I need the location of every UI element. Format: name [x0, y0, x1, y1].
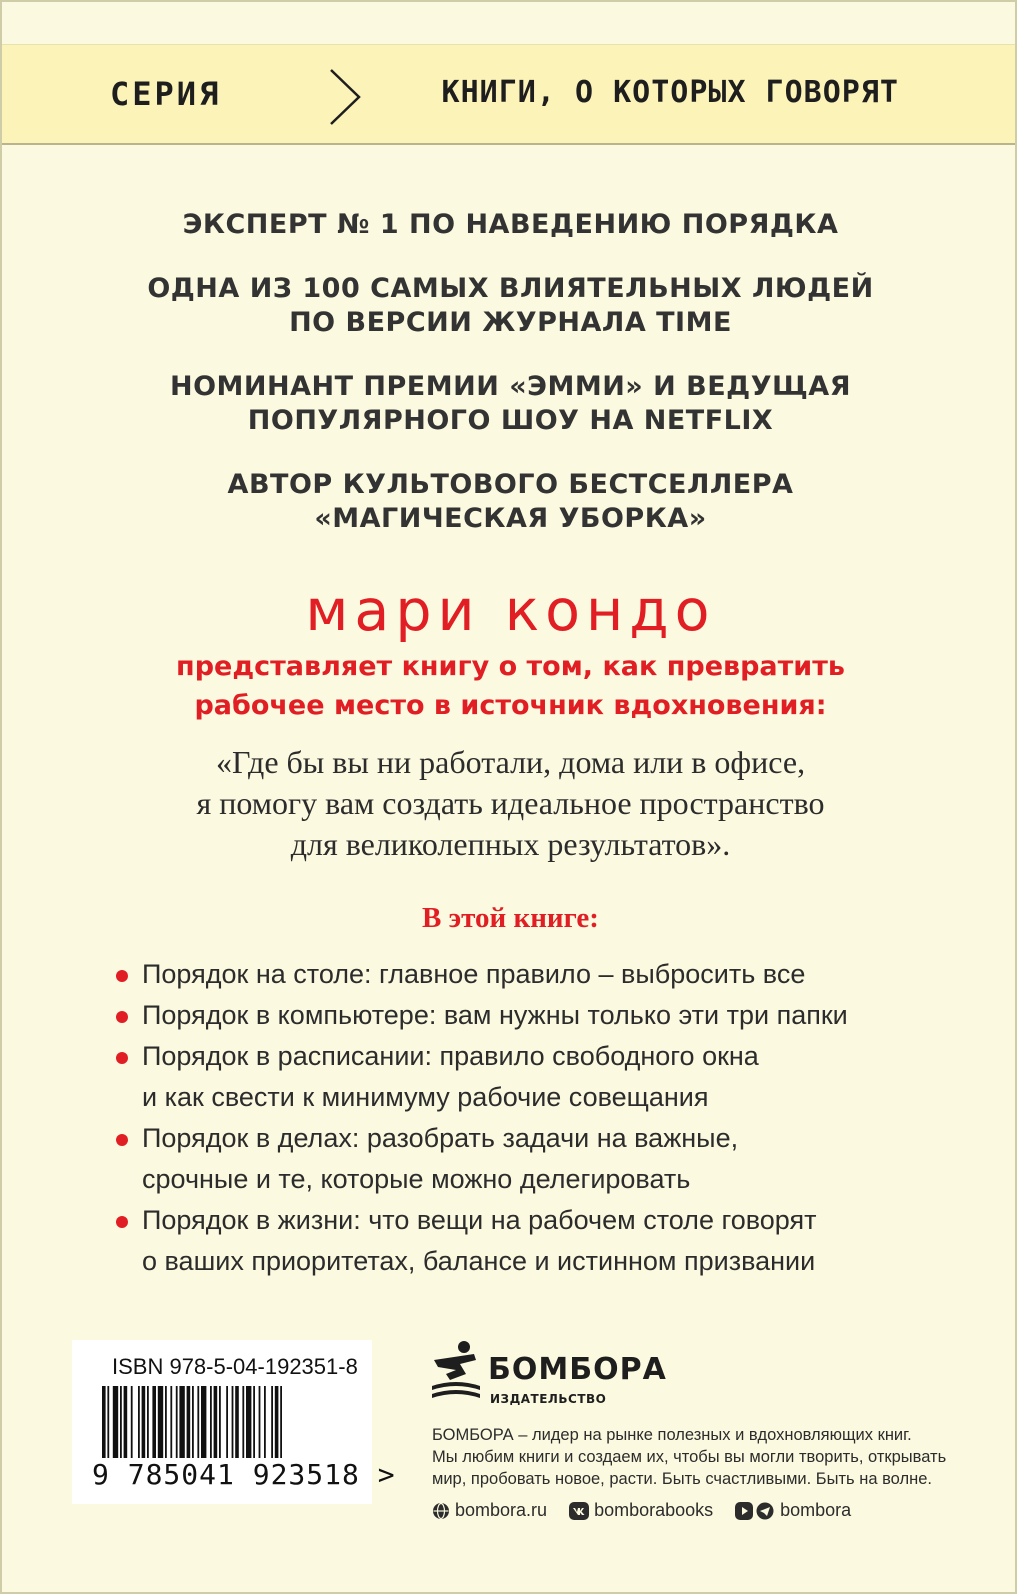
social-links	[432, 1500, 851, 1521]
list-item-text: Порядок в делах: разобрать задачи на важные,	[142, 1123, 739, 1153]
series-name: КНИГИ, О КОТОРЫХ ГОВОРЯТ	[441, 75, 899, 110]
claim-line: НОМИНАНТ ПРЕМИИ «ЭММИ» И ВЕДУЩАЯ	[169, 371, 851, 402]
barcode-stripe	[201, 1386, 206, 1458]
list-item	[116, 1036, 996, 1118]
barcode-stripe	[226, 1386, 228, 1458]
list-item-text: Порядок на столе: главное правило – выбросить все	[142, 959, 806, 989]
barcode-stripe	[120, 1386, 122, 1458]
series-label: СЕРИЯ	[110, 75, 222, 113]
barcode-stripe	[131, 1386, 133, 1458]
list-item	[116, 1118, 996, 1200]
description-line: Мы любим книги и создаем их, чтобы вы могли творить, открывать	[432, 1448, 947, 1466]
barcode-stripe	[165, 1386, 167, 1458]
list-item-text: Порядок в компьютере: вам нужны только эти три папки	[142, 1000, 848, 1030]
social-vk[interactable]	[569, 1500, 713, 1521]
barcode-stripe	[280, 1386, 282, 1458]
barcode-stripe	[138, 1386, 140, 1458]
claim-line: ПО ВЕРСИИ ЖУРНАЛА TIME	[289, 307, 732, 338]
barcode-stripe	[124, 1386, 128, 1458]
barcode-stripe	[275, 1386, 279, 1458]
barcode-stripe	[235, 1386, 239, 1458]
contents-list	[116, 954, 996, 1282]
claim-3	[2, 370, 1017, 438]
claim-2	[2, 272, 1017, 340]
claim-line: «МАГИЧЕСКАЯ УБОРКА»	[314, 503, 707, 534]
barcode-stripe	[142, 1386, 146, 1458]
barcode-stripe	[232, 1386, 234, 1458]
isbn-number: ISBN 978-5-04-192351-8	[112, 1354, 358, 1379]
list-item	[116, 954, 996, 995]
claim-line: ЭКСПЕРТ № 1 ПО НАВЕДЕНИЮ ПОРЯДКА	[182, 209, 839, 240]
list-item-text: о ваших приоритетах, балансе и истинном призвании	[142, 1246, 816, 1276]
publisher-subtitle: ИЗДАТЕЛЬСТВО	[490, 1392, 607, 1406]
series-banner	[2, 44, 1017, 145]
bullet-dot-icon	[116, 970, 128, 982]
claim-line: ПОПУЛЯРНОГО ШОУ НА NETFLIX	[247, 405, 774, 436]
barcode-stripe	[210, 1386, 212, 1458]
author-quote	[2, 742, 1017, 865]
barcode-digits: 9 785041 923518 >	[92, 1458, 396, 1491]
claim-4	[2, 468, 1017, 536]
social-label: bombora	[780, 1500, 852, 1520]
barcode-stripe	[259, 1386, 261, 1458]
barcode-stripe	[192, 1386, 194, 1458]
publisher-description	[432, 1424, 992, 1490]
globe-icon	[432, 1502, 450, 1520]
vk-icon	[569, 1502, 589, 1520]
contents-heading: В этой книге:	[422, 902, 599, 934]
barcode-stripe	[170, 1386, 172, 1458]
claim-line: АВТОР КУЛЬТОВОГО БЕСТСЕЛЛЕРА	[227, 469, 794, 500]
barcode-stripe	[107, 1386, 109, 1458]
bombora-logo-icon	[430, 1340, 482, 1402]
quote-line: «Где бы вы ни работали, дома или в офисе,	[215, 744, 806, 780]
barcode-stripe	[102, 1386, 106, 1458]
barcode-stripe	[246, 1386, 251, 1458]
barcode-stripe	[176, 1386, 178, 1458]
list-item-text: и как свести к минимуму рабочие совещания	[142, 1082, 709, 1112]
barcode-stripe	[271, 1386, 273, 1458]
barcode-stripe	[152, 1386, 156, 1458]
intro-line: представляет книгу о том, как превратить	[176, 651, 845, 682]
bullet-dot-icon	[116, 1134, 128, 1146]
intro-line: рабочее место в источник вдохновения:	[194, 690, 827, 721]
barcode-stripe	[242, 1386, 244, 1458]
social-label: bomborabooks	[594, 1500, 714, 1520]
barcode-icon	[102, 1386, 352, 1458]
barcode-stripe	[113, 1386, 118, 1458]
list-item-text: Порядок в расписании: правило свободного окна	[142, 1041, 759, 1071]
list-item	[116, 1200, 996, 1282]
list-item-text: Порядок в жизни: что вещи на рабочем столе говорят	[142, 1205, 817, 1235]
barcode-stripe	[197, 1386, 199, 1458]
barcode-stripe	[219, 1386, 221, 1458]
claim-line: ОДНА ИЗ 100 САМЫХ ВЛИЯТЕЛЬНЫХ ЛЮДЕЙ	[147, 273, 874, 304]
barcode-stripe	[214, 1386, 218, 1458]
chevron-right-icon	[328, 67, 362, 127]
quote-line: я помогу вам создать идеальное пространство	[196, 785, 825, 821]
barcode-stripe	[147, 1386, 149, 1458]
description-line: мир, пробовать новое, расти. Быть счастливыми. Быть на волне.	[432, 1470, 932, 1488]
social-website[interactable]	[432, 1500, 547, 1521]
description-line: БОМБОРА – лидер на рынке полезных и вдохновляющих книг.	[432, 1426, 912, 1444]
barcode-stripe	[253, 1386, 255, 1458]
author-name: мари кондо	[305, 578, 716, 644]
barcode-stripe	[158, 1386, 163, 1458]
author-claims	[2, 208, 1017, 566]
bullet-dot-icon	[116, 1216, 128, 1228]
barcode-stripe	[264, 1386, 266, 1458]
list-item	[116, 995, 996, 1036]
book-intro	[2, 647, 1017, 725]
quote-line: для великолепных результатов».	[290, 826, 731, 862]
claim-1	[2, 208, 1017, 242]
publisher-name: БОМБОРА	[488, 1352, 667, 1387]
messenger-icons	[735, 1502, 775, 1520]
social-messengers[interactable]	[735, 1500, 851, 1521]
barcode-stripe	[187, 1386, 191, 1458]
list-item-text: срочные и те, которые можно делегировать	[142, 1164, 691, 1194]
barcode-block	[72, 1340, 396, 1504]
bullet-dot-icon	[116, 1052, 128, 1064]
barcode-stripe	[179, 1386, 184, 1458]
bullet-dot-icon	[116, 1011, 128, 1023]
social-label: bombora.ru	[455, 1500, 548, 1520]
